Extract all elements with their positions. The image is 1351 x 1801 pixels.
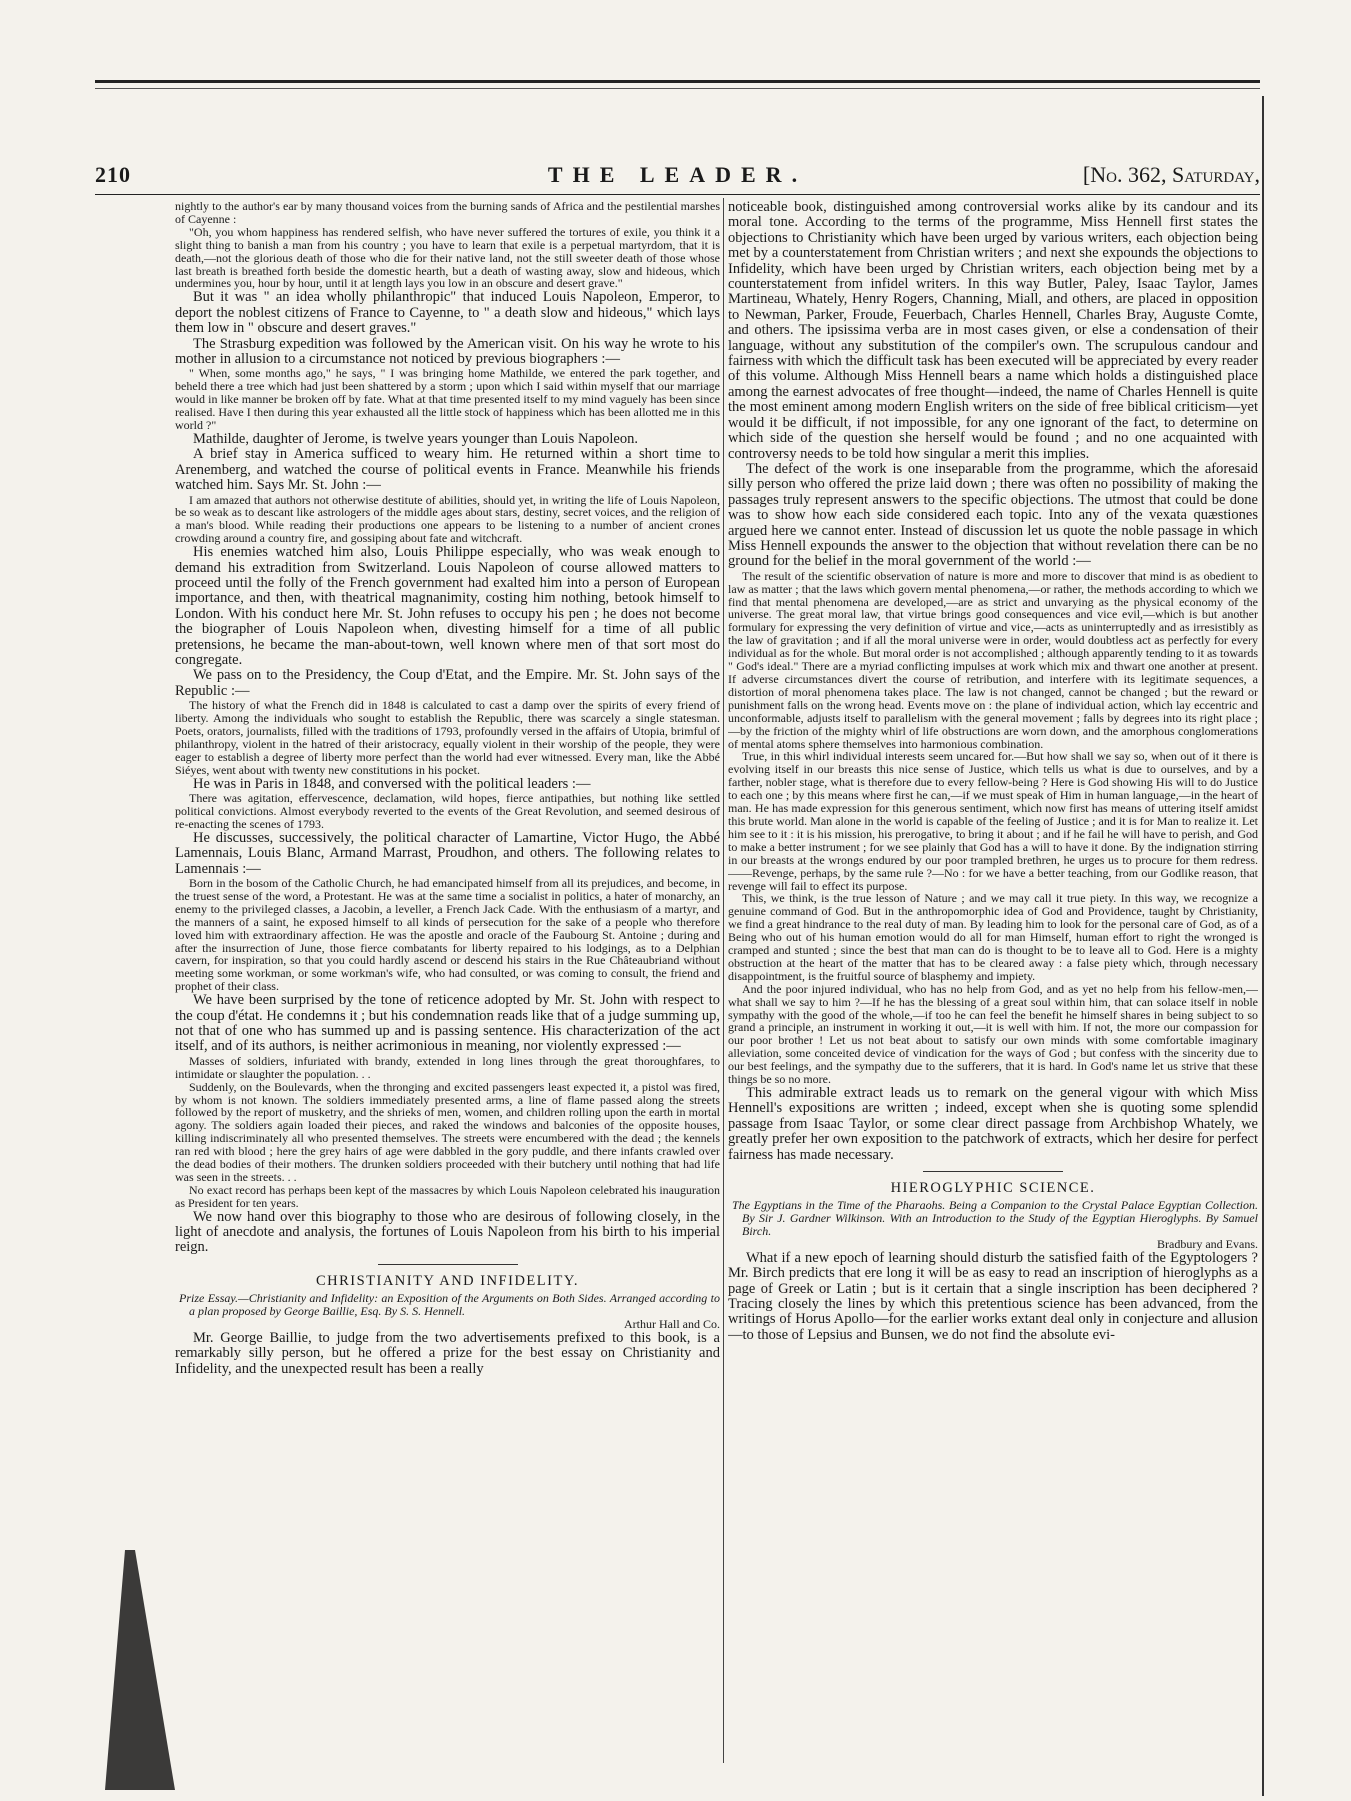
quote: "Oh, you whom happiness has rendered selfish, who have never suffered the tortures of exile, you think it a slight thing to banish a man from his country ; you have to learn that exile is a perpetual martyrdom, that it is death,—not the glorious death of those who die for their native land, not the still sweeter death of those whose last breath is breathed forth beside the domestic hearth, but a death of wasting away, slow and hideous, which undermines you, hour by hour, until it at length lays you low in an obscure and desert grave." [175, 224, 720, 291]
paragraph: What if a new epoch of learning should disturb the satisfied faith of the Egyptologers ? Mr. Birch predicts that ere long it will be as easy to read an inscription of hieroglyphs as a page of Greek or Latin ; but is it certain that a single inscription has been deciphered ? Tracing closely the lines by which this pretentious science has been advanced, from the writings of Horus Apollo—for the earlier works extant deal only in conjecture and allusion—to those of Lepsius and Bunsen, we do not find the absolute evi- [728, 1249, 1258, 1343]
publisher: Bradbury and Evans. [1157, 1236, 1258, 1251]
paragraph: His enemies watched him also, Louis Philippe especially, who was weak enough to demand his extradition from Switzerland. Louis Napoleon of course allowed matters to proceed until the folly of the French government had exalted him into a person of European importance, and then, with theatrical magnanimity, costing him nothing, betook himself to London. With his conduct here Mr. St. John refuses to occupy his pen ; he does not become the biographer of Louis Napoleon when, divesting himself for a time of all public pretensions, he became the man-about-town, well known where men of that sort most do congregate. [175, 544, 720, 668]
paragraph: A brief stay in America sufficed to weary him. He returned within a short time to Arenemberg, and watched the course of political events in France. Meanwhile his friends watched him. Says Mr. St. John :— [175, 446, 720, 494]
top-border-rule-thin [95, 88, 1260, 89]
book-citation: The Egyptians in the Time of the Pharaohs. Being a Companion to the Crystal Palace Egyptian Collection. By Sir J. Gardner Wilkinson. With an Introduction to the Study of the Egyptian Hieroglyphs. By Samuel Birch. [732, 1198, 1258, 1238]
quote: The result of the scientific observation of nature is more and more to discover that mind is as obedient to law as matter ; that the laws which govern mental phenomena,—or rather, the methods according to which we find that mental phenomena are developed,—are as strict and unvarying as the physical economy of the universe. The great moral law, that virtue brings good consequences and vice evil,—which is but another formulary for expressing the very definition of virtue and vice,—acts as uninterruptedly and as irresistibly as the law of gravitation ; and if all the moral universe were in order, would doubtless act as perfectly for every individual as for the whole. But moral order is not accomplished ; although apparently tending to it as towards " God's ideal." There are a myriad conflicting impulses at work which mix and thwart one another at present. If adverse circumstances divert the course of retribution, and interfere with its legitimate sequences, a distortion of moral phenomena takes place. The law is not changed, cannot be changed ; but the reward or punishment falls on the wrong head. Events move on : the plane of individual action, which lay eccentric and unconformable, adjusts itself to parallelism with the general movement ; falls by degrees into its right place ;—by the friction of the mighty whirl of life obstructions are worn down, and the amorphous conglomerations of mental atoms sphere themselves into harmonious combination. [728, 568, 1258, 751]
section-separator [378, 1264, 518, 1265]
top-border-rule [95, 80, 1260, 83]
page-right-edge [1262, 96, 1264, 1796]
paragraph: We have been surprised by the tone of reticence adopted by Mr. St. John with respect to the coup d'état. He condemns it ; but his condemnation reads like that of a judge summing up, not that of one who has summed up and is passing sentence. His characterization of the act itself, and of its authors, is neither acrimonious in meaning, nor violently expressed :— [175, 992, 720, 1055]
section-heading: CHRISTIANITY AND INFIDELITY. [315, 1272, 580, 1289]
book-citation: Prize Essay.—Christianity and Infidelity: an Exposition of the Arguments on Both Sides. Arranged according to a plan proposed by George Baillie, Esq. By S. S. Hennell. [179, 1290, 720, 1318]
right-column [728, 200, 1258, 1760]
paragraph: He was in Paris in 1848, and conversed with the political leaders :— [193, 775, 591, 792]
quote: Suddenly, on the Boulevards, when the thronging and excited passengers least expected it, a pistol was fired, by whom is not known. The soldiers immediately presented arms, a line of flame passed along the streets followed by the report of musketry, and the shrieks of men, women, and children rolling upon the earth in mortal agony. The soldiers again loaded their pieces, and raked the windows and balconies of the opposite houses, killing indiscriminately all who presented themselves. The streets were encumbered with the dead ; the kennels ran red with blood ; here the grey hairs of age were dabbled in the gory puddle, and there infants crawled over the dead bodies of their mothers. The drunken soldiers proceeded with their butchery until nothing that had life was seen in the streets. . . [175, 1079, 720, 1184]
quote: No exact record has perhaps been kept of the massacres by which Louis Napoleon celebrated his inauguration as President for ten years. [175, 1182, 720, 1210]
paragraph: Mathilde, daughter of Jerome, is twelve years younger than Louis Napoleon. [193, 430, 638, 447]
quote: True, in this whirl individual interests seem uncared for.—But how shall we say so, when out of it there is evolving itself in our breasts this nice sense of Justice, which tells us what is due to ourselves, and by a farther, nobler stage, what is therefore due to every fellow-being ? Here is God showing His will to do Justice to each one ; by this means where first he can,—if we must speak of Him in human language,—in the heart of man. He has made expression for this generous sentiment, which now first has means of uttering itself amidst this brute world. Man alone in the world is capable of the feeling of Justice ; and it is for Man to realize it. Let him see to it : it is his mission, his prerogative, to bring it about ; and if he fail he will have to perish, and God to make a better instrument ; for we see plainly that God has a will to have it done. By the indignation stirring in our breasts at the wrongs endured by our poor trampled brethren, he urges us to procure for them redress.——Revenge, perhaps, by the same rule ?—No : for we have a better teaching, from our Godlike reason, that revenge will fail to effect its purpose. [728, 749, 1258, 893]
paragraph: He discusses, successively, the political character of Lamartine, Victor Hugo, the Abbé Lamennais, Louis Blanc, Armand Marrast, Proudhon, and others. The following relates to Lamennais :— [175, 829, 720, 877]
header-rule [95, 194, 1260, 195]
left-column [175, 200, 720, 1760]
paragraph: The Strasburg expedition was followed by the American visit. On his way he wrote to his mother in allusion to a circumstance not noticed by previous biographers :— [175, 335, 720, 367]
paragraph: We now hand over this biography to those who are desirous of following closely, in the light of anecdote and analysis, the fortunes of Louis Napoleon from his birth to his imperial reign. [175, 1208, 720, 1256]
page-number: 210 [95, 162, 131, 187]
section-heading: HIEROGLYPHIC SCIENCE. [890, 1180, 1096, 1197]
scan-damage-mark [105, 1550, 175, 1790]
paragraph: nightly to the author's ear by many thousand voices from the burning sands of Africa and the pestilential marshes of Cayenne : [175, 200, 720, 226]
publisher: Arthur Hall and Co. [624, 1316, 720, 1331]
quote: The history of what the French did in 1848 is calculated to cast a damp over the spirits of every friend of liberty. Among the individuals who sought to establish the Republic, there was scarcely a single statesman. Poets, orators, journalists, filled with the traditions of 1793, profoundly versed in the affairs of Utopia, brimful of philanthropy, violent in the hatred of their aristocracy, equally violent in their worship of the people, they were eager to establish a degree of liberty more perfect than the world had ever witnessed. Every man, like the Abbé Siéyes, went about with twenty new constitutions in his pocket. [175, 698, 720, 777]
quote: Masses of soldiers, infuriated with brandy, extended in long lines through the great thoroughfares, to intimidate or slaughter the population. . . [175, 1053, 720, 1081]
paragraph: This admirable extract leads us to remark on the general vigour with which Miss Hennell's expositions are written ; indeed, except when she is quoting some splendid passage from Isaac Taylor, or some clear direct passage from Archbishop Whately, we greatly prefer her own exposition to the patchwork of extracts, which her desire for perfect fairness has made necessary. [728, 1085, 1258, 1163]
paragraph: Mr. George Baillie, to judge from the two advertisements prefixed to this book, is a remarkably silly person, but he offered a prize for the best essay on Christianity and Infidelity, and the unexpected result has been a really [175, 1329, 720, 1377]
quote: Born in the bosom of the Catholic Church, he had emancipated himself from all its prejudices, and become, in the truest sense of the word, a Protestant. He was at the same time a socialist in politics, a hater of monarchy, an enemy to the privileged classes, a Jacobin, a leveller, a French Jack Cade. With the enthusiasm of a martyr, and the manners of a saint, he exposed himself to all kinds of persecution for the sake of a people who therefore loved him with extraordinary affection. He was the apostle and oracle of the Faubourg St. Antoine ; during and after the insurrection of June, those fierce combatants for liberty repaired to his lodgings, as to a Delphian cavern, for inspiration, so that you could hardly ascend or descend his stairs in the Rue Châteaubriand without meeting some workman, or some workman's wife, who had consulted, or was coming to consult, the friend and prophet of their class. [175, 876, 720, 994]
paragraph: But it was " an idea wholly philanthropic" that induced Louis Napoleon, Emperor, to deport the noblest citizens of France to Cayenne, to " a death slow and hideous," which lays them low in " obscure and desert graves." [175, 289, 720, 337]
quote: And the poor injured individual, who has no help from God, and as yet no help from his fellow-men,—what shall we say to him ?—If he has the blessing of a great soul within him, that can solace itself in noble sympathy with the good of the whole,—if too he can feel the benefit he himself shares in being subject to so grand a principle, an instrument in working it out,—it is well with him. If not, the more our compassion for our poor brother ! Let us not beat about to satisfy our own minds with some comfortable imaginary alleviation, some conceited device of vindication for the ways of God ; but confess with the sincerity due to our best feelings, and the sympathy due to the sufferers, that it is hard. In God's name let us strive that these things be so no more. [728, 981, 1258, 1087]
paragraph: The defect of the work is one inseparable from the programme, which the aforesaid silly person who offered the prize laid down ; there was often no possibility of making the passages truly represent answers to the specific objections. The utmost that could be done was to show how each side considered each topic. Into any of the vexata quæstiones argued here we cannot enter. Instead of discussion let us quote the noble passage in which Miss Hennell expounds the answer to the objection that without revelation there can be no ground for the belief in the moral government of the world :— [728, 460, 1258, 570]
section-separator [923, 1171, 1063, 1172]
paragraph: We pass on to the Presidency, the Coup d'Etat, and the Empire. Mr. St. John says of the Republic :— [175, 667, 720, 699]
quote: " When, some months ago," he says, " I was bringing home Mathilde, we entered the park together, and beheld there a tree which had just been shattered by a storm ; upon which I said within myself that our marriage would in like manner be broken off by fate. What at that time presented itself to my mind vaguely has been since realised. Have I then during this year exhausted all the little stock of happiness which has been allotted me in this world ?" [175, 366, 720, 432]
issue-label: [No. 362, Saturday, [1082, 162, 1260, 187]
paragraph: noticeable book, distinguished among controversial works alike by its candour and its moral tone. According to the terms of the programme, Miss Hennell first states the objections to Christianity which have been urged by various writers, each objection being met by a counterstatement from Christian writers ; and next she expounds the objections to Infidelity, which have been urged by Christian writers, each objection being met by a counterstatement from infidel writers. In this way Butler, Paley, Isaac Taylor, James Martineau, Whately, Henry Rogers, Channing, Miall, and others, are placed in opposition to Newman, Parker, Froude, Feuerbach, Charles Hennell, Charles Bray, Auguste Comte, and others. The ipsissima verba are in most cases given, or else a condensation of their language, without any substitution of the compiler's own. The scrupulous candour and fairness with which the difficult task has been executed will be appreciated by every reader of this volume. Although Miss Hennell bears a name which holds a distinguished place among the earnest advocates of free thought—indeed, the name of Charles Hennell is quite the most eminent among modern English writers on the side of free biblical criticism—yet would it be difficult, if not impossible, for any one ignorant of the fact, to determine on which side of the question she herself would be found ; and no one acquainted with controversy needs to be told how singular a merit this implies. [728, 200, 1258, 462]
quote: There was agitation, effervescence, declamation, wild hopes, fierce antipathies, but nothing like settled political convictions. Almost everybody reverted to the events of the Great Revolution, and seemed desirous of re-enacting the scenes of 1793. [175, 791, 720, 831]
quote: This, we think, is the true lesson of Nature ; and we may call it true piety. In this way, we recognize a genuine command of God. But in the anthropomorphic idea of God and Providence, taught by Christianity, we find a great hindrance to the real duty of man. By leading him to look for the personal care of God, as of a Being who out of his human emotion would do all for man Himself, human effort to right the wronged is cramped and stunted ; since the best that man can do is thought to be to leave all to God. Here is a mighty obstruction at the heart of the matter that has to be cleared away : a false piety which, through necessary disappointment, is the fruitful source of blasphemy and impiety. [728, 891, 1258, 983]
newspaper-title: THE LEADER. [547, 162, 808, 187]
quote: I am amazed that authors not otherwise destitute of abilities, should yet, in writing the life of Louis Napoleon, be so weak as to descant like astrologers of the middle ages about stars, destiny, secret voices, and the religion of a man's blood. While reading their productions one appears to be listening to a number of ancient crones crowding around a country fire, and gossiping about fate and witchcraft. [175, 492, 720, 546]
column-divider [723, 198, 724, 1763]
masthead [95, 162, 1260, 192]
